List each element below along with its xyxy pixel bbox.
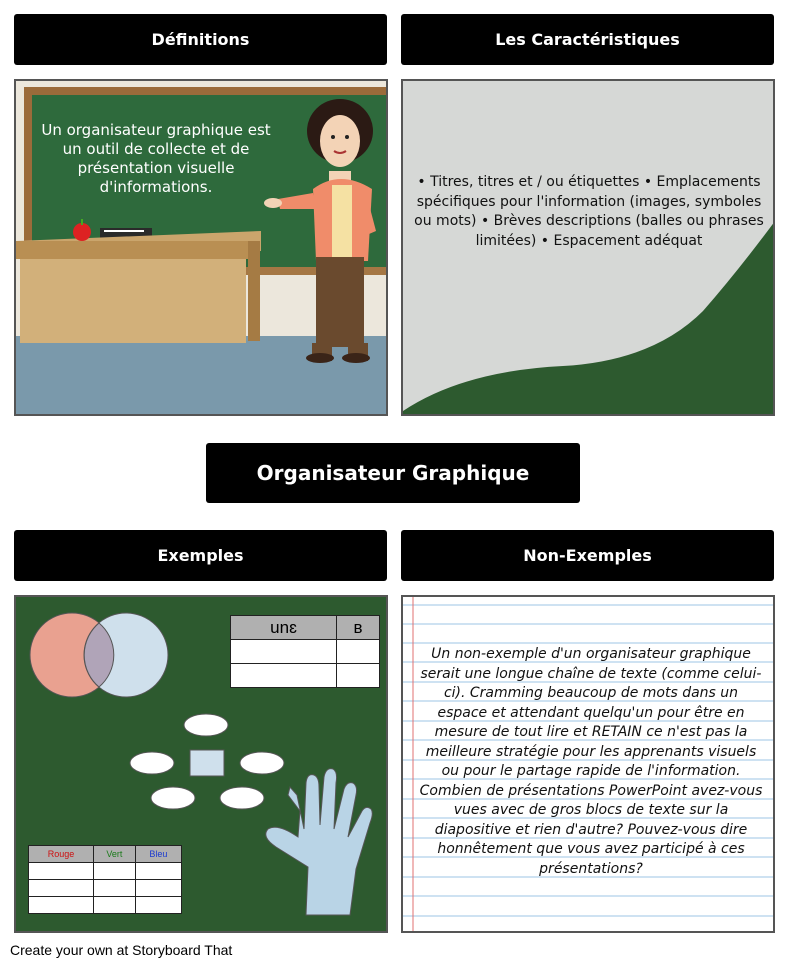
header-examples-label: Exemples — [157, 546, 244, 565]
table-header-rouge: Rouge — [29, 846, 94, 863]
header-definitions — [14, 14, 387, 65]
header-characteristics-label: Les Caractéristiques — [495, 30, 680, 49]
two-column-table — [230, 615, 380, 688]
characteristics-text: • Titres, titres et / ou étiquettes • Emplacements spécifiques pour l'information (images, symboles ou mots) • Brèves descriptions (balles ou phrases limitées) • Espacement adéquat — [414, 174, 764, 249]
table-header-cell: в — [337, 616, 380, 640]
header-examples — [14, 530, 387, 581]
header-non-examples-label: Non-Exemples — [523, 546, 652, 565]
header-non-examples — [401, 530, 774, 581]
footer-credit[interactable]: Create your own at Storyboard That — [10, 942, 233, 958]
storyboard-title — [206, 443, 580, 503]
three-column-table — [28, 845, 182, 914]
examples-panel — [14, 595, 388, 933]
concept-map — [130, 714, 284, 809]
header-characteristics — [401, 14, 774, 65]
non-examples-panel — [401, 595, 775, 933]
non-example-text: Un non-exemple d'un organisateur graphique serait une longue chaîne de texte (comme celui-ci). Cramming beaucoup de mots dans un espace et attendant quelqu'un pour être en mesure de tout lire et RETAIN ce n'est pas la meilleure stratégie pour les apprenants visuels ou pour le partage rapide de l'information. Combien de présentations PowerPoint avez-vous vues avec de gros blocs de texte sur la diapositive et rien d'autre? Pouvez-vous dire honnêtement que vous avez participé à ces présentations? — [419, 646, 763, 877]
venn-diagram — [30, 613, 168, 697]
definition-text: Un organisateur graphique est un outil de collecte et de présentation visuelle d'informations. — [41, 121, 271, 196]
hand-drawing — [266, 769, 373, 915]
storyboard-title-label: Organisateur Graphique — [256, 461, 530, 485]
header-definitions-label: Définitions — [151, 30, 250, 49]
table-header-cell: unɛ — [231, 616, 337, 640]
table-header-bleu: Bleu — [135, 846, 181, 863]
characteristics-panel — [401, 79, 775, 416]
table-header-vert: Vert — [93, 846, 135, 863]
definitions-panel — [14, 79, 388, 416]
